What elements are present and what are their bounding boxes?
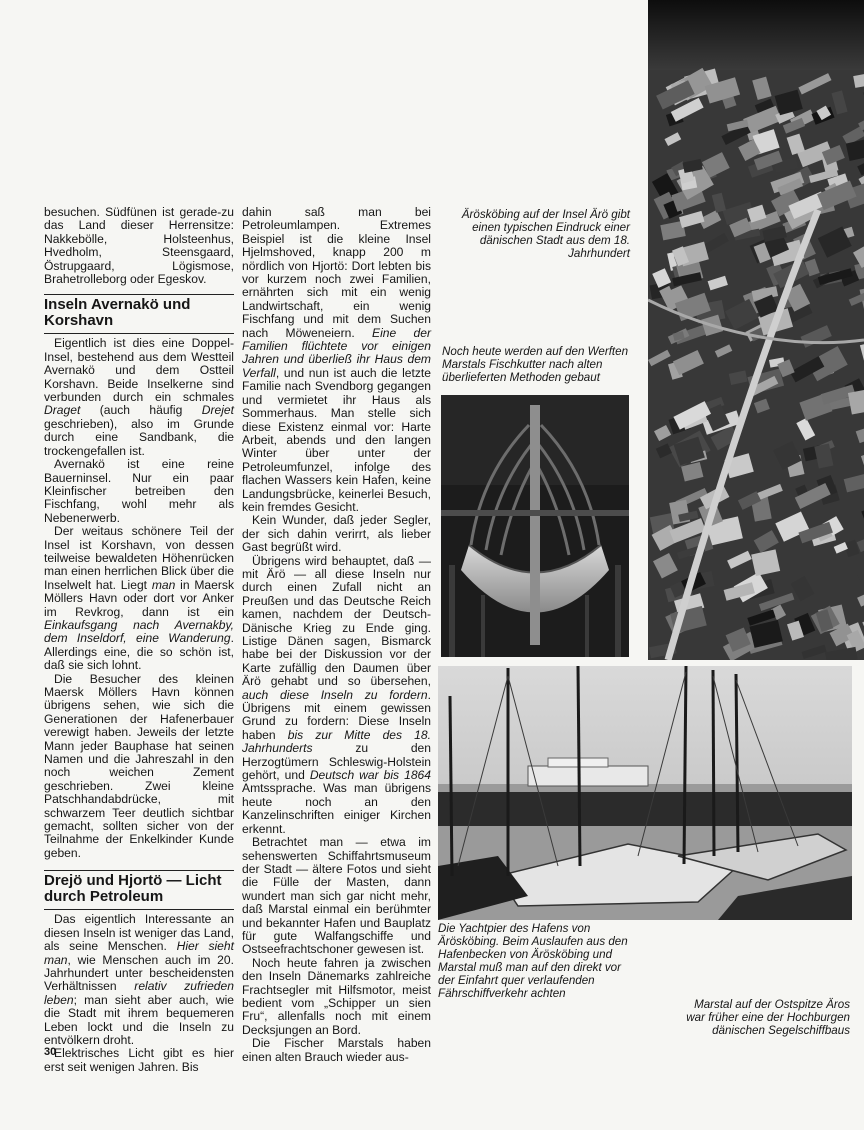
section-rule <box>44 909 234 910</box>
photo-boat-hull <box>441 395 629 657</box>
caption-yachtpier: Die Yachtpier des Hafens von Ärösköbing. Beim Auslaufen aus den Hafenbecken von Ärösköbing und Marstal muß man auf den direkt vor der Einfahrt quer verlaufenden Fährschiffverkehr achten <box>438 922 628 1000</box>
paragraph: Der weitaus schönere Teil der Insel ist Korshavn, von dessen teilweise bewaldeten Höhenrücken man einen herrlichen Blick über die Inselwelt hat. Liegt man in Maersk Möllers Havn oder dort vor Anker im Revkrog, dann ist ein Einkaufsgang nach Avernakby, dem Inseldorf, eine Wanderung. Allerdings eine, die so schön ist, daß sie sich lohnt. <box>44 524 235 673</box>
paragraph: Kein Wunder, daß jeder Segler, der sich dahin verirrt, als lieber Gast begrüßt wird. <box>242 513 431 555</box>
section-rule <box>44 333 234 334</box>
paragraph: Avernakö ist eine reine Bauerninsel. Nur ein paar Kleinfischer betreiben den Fischfang, wohl mehr als Nebenerwerb. <box>44 457 234 525</box>
paragraph: Übrigens wird behauptet, daß — mit Ärö — all diese Inseln nur durch einen Zufall nicht an Preußen und das Deutsche Reich kamen, nachdem der Deutsch-Dänische Krieg zu Ende ging. Listige Dänen sagen, Bismarck habe bei der Diskussion vor der Karte zufällig den Daumen über Ärö gehabt und so übersehen, auch diese Inseln zu fordern. Übrigens mit einem gewissen Grund zu fordern: Diese Inseln haben bis zur Mitte des 18. Jahrhunderts zu den Herzogtümern Schleswig-Holstein gehört, und Deutsch war bis 1864 Amtssprache. Was man übrigens heute noch an den Kanzelinschriften einiger Kirchen erkennt. <box>242 553 431 836</box>
paragraph: Die Fischer Marstals haben einen alten Brauch wieder aus- <box>242 1036 431 1064</box>
heading-drejo: Drejö und Hjortö — Licht durch Petroleum <box>44 872 222 906</box>
caption-fischkutter: Noch heute werden auf den Werften Marstals Fischkutter nach alten überlieferten Methoden gebaut <box>442 345 629 384</box>
heading-avernako: Inseln Avernakö und Korshavn <box>44 296 191 330</box>
paragraph-intro: besuchen. Südfünen ist gerade-zu das Land dieser Herrensitze: Nakkebölle, Holsteenhus, Hvedholm, Steensgaard, Östrupgaard, Lögismose, Brahetrolleborg oder Egeskov. <box>44 205 234 287</box>
paragraph: Elektrisches Licht gibt es hier erst seit wenigen Jahren. Bis <box>44 1046 234 1074</box>
page-number: 30 <box>44 1046 57 1058</box>
photo-aerial-town <box>648 0 864 660</box>
paragraph: Noch heute fahren ja zwischen den Inseln Dänemarks zahlreiche Frachtsegler mit Hilfsmotor, meist bedient vom „Schipper un sien Fru“, allenfalls noch mit einem Decksjungen an Bord. <box>242 955 431 1037</box>
caption-marstal: Marstal auf der Ostspitze Äros war früher eine der Hochburgen dänischen Segelschiffbaus <box>686 998 850 1037</box>
paragraph: Die Besucher des kleinen Maersk Möllers Havn können übrigens sehen, wie sich die Generationen der Hafenerbauer verewigt haben. Jeweils der letzte Mann jeder Bauphase hat seinen Namen und die Jahreszahl in den noch weichen Zement geschrieben. Zwei kleine Patschhandabdrücke, mit schwarzem Teer deutlich sichtbar gemacht, sollten sicher von der Teilnahme der Enkelkinder Kunde geben. <box>44 671 234 860</box>
photo-yacht-harbour <box>438 666 852 920</box>
paragraph: Eigentlich ist dies eine Doppel-Insel, bestehend aus dem Westteil Avernakö und dem Ostteil Korshavn. Beide Inselkerne sind verbunden durch ein schmales Draget (auch häufig Drejet geschrieben), also im Grunde durch eine Sandbank, die trockengefallen ist. <box>44 336 234 458</box>
text-column-2 <box>242 206 431 1064</box>
section-rule <box>44 870 234 871</box>
paragraph: Das eigentlich Interessante an diesen Inseln ist weniger das Land, als seine Menschen. Hier sieht man, wie Menschen auch im 20. Jahrhundert unter bescheidensten Verhältnissen relativ zufrieden leben; man sieht aber auch, wie die Stadt mit ihrem bequemeren Leben lockt und die Inseln zu entvölkern droht. <box>44 912 234 1047</box>
paragraph: dahin saß man bei Petroleumlampen. Extremes Beispiel ist die kleine Insel Hjelmshoved, knapp 200 m nördlich von Hjortö: Dort lebten bis vor kurzem noch zwei Familien, ernährten sich mit ein wenig Landwirtschaft, ein wenig Fischfang und mit dem Suchen nach Möweneiern. Eine der Familien flüchtete vor einigen Jahren und überließ ihr Haus dem Verfall, und nun ist auch die letzte Familie nach Svendborg gegangen und vermietet ihr Haus als Sommerhaus. Man stelle sich diese Existenz einmal vor: Harte Arbeit, abends und den langen Winter über unter der Petroleumfunzel, infolge des flachen Wassers kein Hafen, keine Landungsbrücke, keinerlei Besuch, kein fremdes Gesicht. <box>242 205 431 514</box>
paragraph: Betrachtet man — etwa im sehenswerten Schiffahrtsmuseum der Stadt — ältere Fotos und sieht die Fülle der Masten, dann wundert man sich gar nicht mehr, daß Marstal einmal ein berühmter und bekannter Hafen und Bauplatz für gute Walfangschiffe und Ostseefrachtschoner gewesen ist. <box>242 835 431 957</box>
caption-aeroskobing: Ärösköbing auf der Insel Ärö gibt einen typischen Eindruck einer dänischen Stadt aus dem 18. Jahrhundert <box>461 208 630 260</box>
text-column-1 <box>44 206 234 1074</box>
section-rule <box>44 294 234 295</box>
